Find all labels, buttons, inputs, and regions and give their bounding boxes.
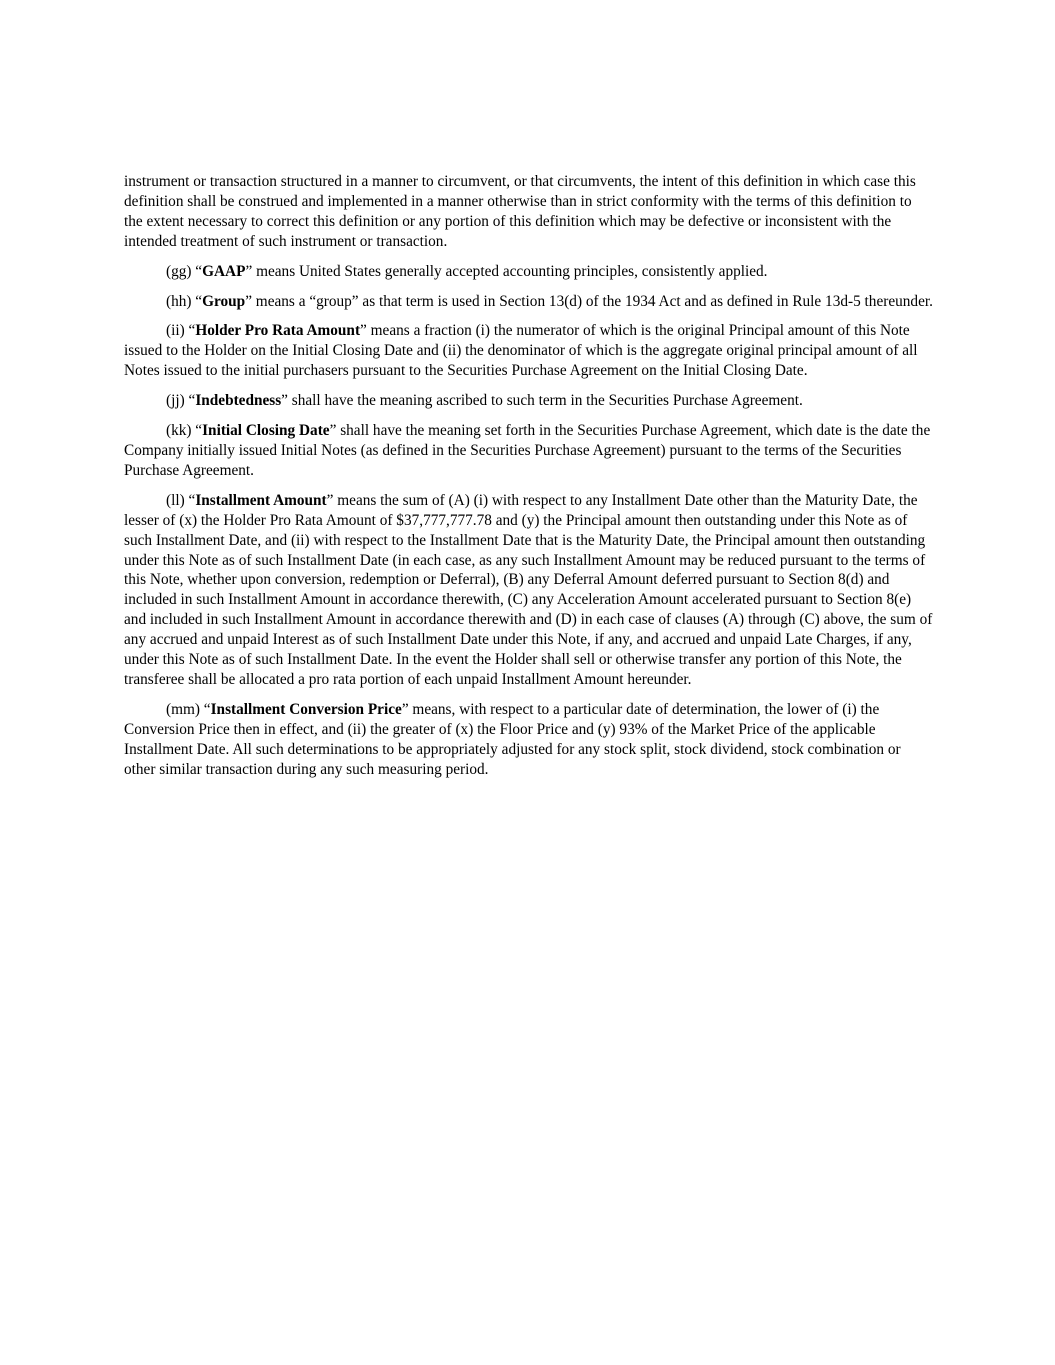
definition-text: ” means United States generally accepted accounting principles, consistently applied. — [245, 262, 768, 280]
defined-term: Initial Closing Date — [202, 422, 330, 440]
definition-text: ” shall have the meaning ascribed to such term in the Securities Purchase Agreement. — [281, 392, 803, 410]
definition-text: ” means a “group” as that term is used in Section 13(d) of the 1934 Act and as defined in Rule 13d-5 thereunder. — [245, 292, 933, 310]
definition-label: (jj) “ — [166, 392, 196, 410]
definition-initial-closing-date — [124, 421, 934, 481]
defined-term: Installment Conversion Price — [210, 700, 402, 718]
definition-label: (hh) “ — [166, 292, 203, 310]
definition-text: ” shall have the meaning set forth in the Securities Purchase Agreement, which date is the date the Company initially issued Initial Notes (as defined in the Securities Purchase Agreement) pursuant to the terms of the Securities Purchase Agreement. — [124, 422, 931, 479]
defined-term: Installment Amount — [195, 491, 327, 509]
definition-label: (ll) “ — [166, 491, 196, 509]
definition-indebtedness — [124, 391, 934, 411]
definition-holder-pro-rata-amount — [124, 321, 934, 381]
definition-label: (gg) “ — [166, 262, 203, 280]
defined-term: GAAP — [202, 262, 246, 280]
definition-label: (ii) “ — [166, 322, 196, 340]
definition-installment-amount — [124, 491, 934, 690]
definition-text: ” means, with respect to a particular date of determination, the lower of (i) the Conversion Price then in effect, and (ii) the greater of (x) the Floor Price and (y) 93% of the Market Price of the applicable Installment Date. All such determinations to be appropriately adjusted for any stock split, stock dividend, stock combination or other similar transaction during any such measuring period. — [124, 700, 901, 778]
definition-gaap — [124, 262, 934, 282]
defined-term: Group — [202, 292, 246, 310]
definition-text: ” means the sum of (A) (i) with respect to any Installment Date other than the Maturity Date, the lesser of (x) the Holder Pro Rata Amount of $37,777,777.78 and (y) the Principal amount then outstanding under this Note as of such Installment Date, and (ii) with respect to the Installment Date that is the Maturity Date, the Principal amount then outstanding under this Note as of such Installment Date (in each case, as any such Installment Amount may be reduced pursuant to the terms of this Note, whether upon conversion, redemption or Deferral), (B) any Deferral Amount deferred pursuant to Section 8(d) and included in such Installment Amount in accordance therewith, (C) any Acceleration Amount accelerated pursuant to Section 8(e) and included in such Installment Amount in accordance therewith and (D) in each case of clauses (A) through (C) above, the sum of any accrued and unpaid Interest as of such Installment Date under this Note, if any, and accrued and unpaid Late Charges, if any, under this Note as of such Installment Date. In the event the Holder shall sell or otherwise transfer any portion of this Note, the transferee shall be allocated a pro rata portion of each unpaid Installment Amount hereunder. — [124, 491, 933, 688]
definition-installment-conversion-price — [124, 700, 934, 780]
document-page — [124, 172, 934, 789]
definition-label: (kk) “ — [166, 422, 203, 440]
definition-group — [124, 292, 934, 312]
definition-text: ” means a fraction (i) the numerator of which is the original Principal amount of this Note issued to the Holder on the Initial Closing Date and (ii) the denominator of which is the aggregate original principal amount of all Notes issued to the initial purchasers pursuant to the Securities Purchase Agreement on the Initial Closing Date. — [124, 322, 918, 380]
definition-label: (mm) “ — [166, 700, 211, 718]
paragraph-continuation — [124, 172, 934, 252]
defined-term: Indebtedness — [195, 392, 282, 410]
defined-term: Holder Pro Rata Amount — [195, 322, 361, 340]
paragraph-text: instrument or transaction structured in a manner to circumvent, or that circumvents, the intent of this definition in which case this definition shall be construed and implemented in a manner otherwise than in strict conformity with the terms of this definition to the extent necessary to correct this definition or any portion of this definition which may be defective or inconsistent with the intended treatment of such instrument or transaction. — [124, 173, 916, 250]
